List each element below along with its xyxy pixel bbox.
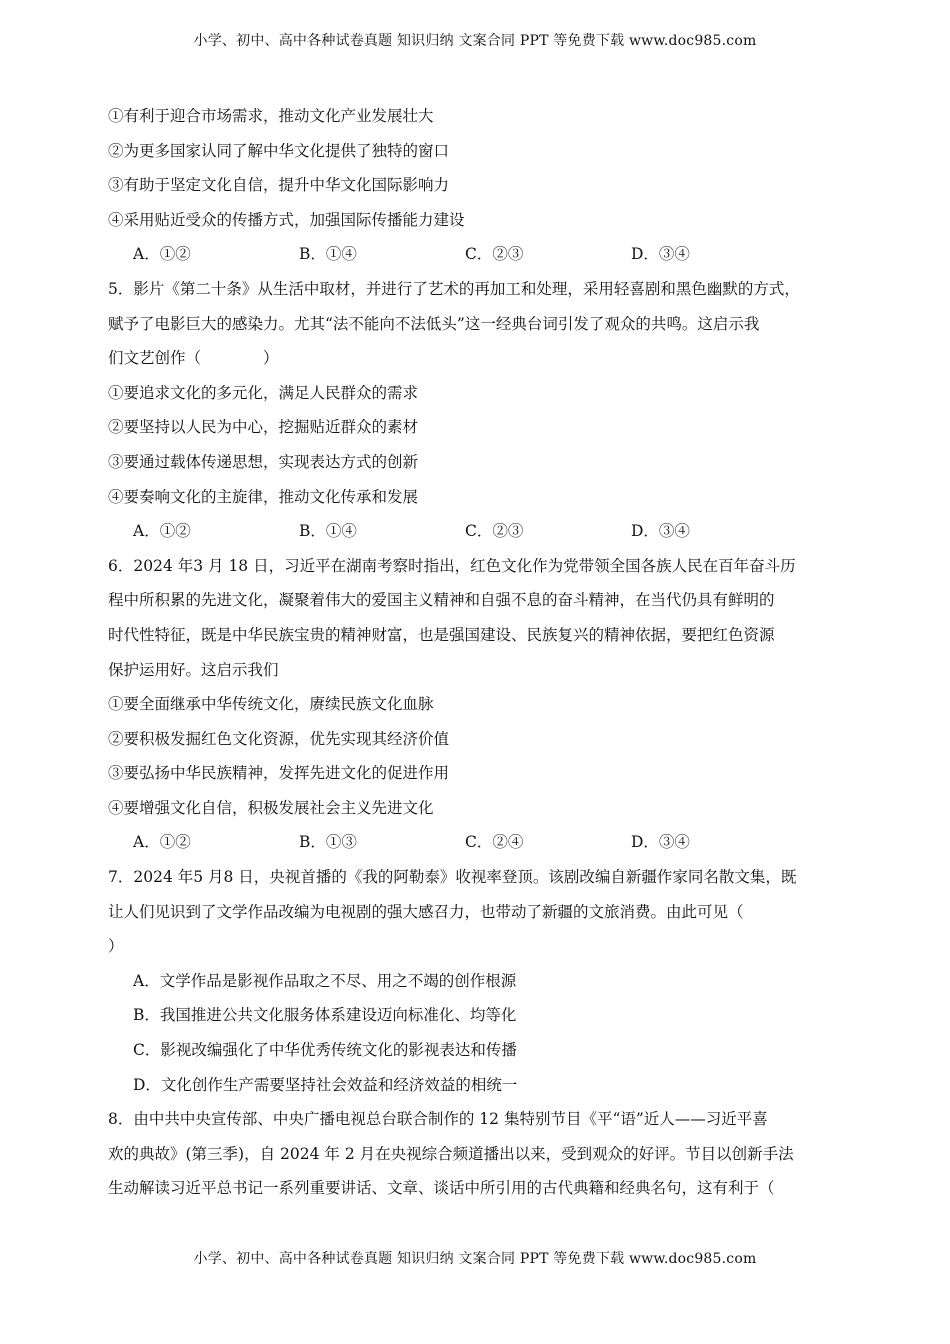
question-stem-line: 程中所积累的先进文化，凝聚着伟大的爱国主义精神和自强不息的奋斗精神，在当代仍具有鲜明的: [108, 591, 775, 610]
question-stem-line: 保护运用好。这启示我们: [108, 660, 279, 679]
option-d: D．文化创作生产需要坚持社会效益和经济效益的相统一: [133, 1075, 518, 1094]
question-stem-line: 8．由中共中央宣传部、中央广播电视总台联合制作的 12 集特别节目《平“语”近人——习近平喜: [108, 1110, 768, 1129]
question-stem-line: 让人们见识到了文学作品改编为电视剧的强大感召力，也带动了新疆的文旅消费。由此可见（: [108, 902, 744, 921]
option-d: D．③④: [631, 245, 690, 264]
option-c: C．影视改编强化了中华优秀传统文化的影视表达和传播: [133, 1041, 517, 1060]
question-stem-line: 欢的典故》(第三季)，自 2024 年 2 月在央视综合频道播出以来，受到观众的好评。节目以创新手法: [108, 1144, 794, 1163]
answer-options: [108, 242, 848, 277]
option-d: D．③④: [631, 833, 690, 852]
statement-item: ②要坚持以人民为中心，挖掘贴近群众的素材: [108, 418, 419, 437]
question-8: [108, 1107, 848, 1211]
statement-item: ③要弘扬中华民族精神，发挥先进文化的促进作用: [108, 764, 450, 783]
statement-item: ②为更多国家认同了解中华文化提供了独特的窗口: [108, 141, 450, 160]
question-6: [108, 554, 848, 865]
option-a: A．①②: [133, 522, 191, 541]
question-stem-line: 5．影片《第二十条》从生活中取材，并进行了艺术的再加工和处理，采用轻喜剧和黑色幽默的方式，: [108, 279, 800, 298]
statement-item: ③要通过载体传递思想，实现表达方式的创新: [108, 452, 419, 471]
option-d: D．③④: [631, 522, 690, 541]
document-body: [108, 104, 848, 1211]
option-a: A．①②: [133, 245, 191, 264]
statement-item: ②要积极发掘红色文化资源，优先实现其经济价值: [108, 729, 450, 748]
option-b: B．我国推进公共文化服务体系建设迈向标准化、均等化: [133, 1006, 517, 1025]
option-a: A．文学作品是影视作品取之不尽、用之不竭的创作根源: [133, 971, 517, 990]
answer-options: [108, 519, 848, 554]
option-c: C．②④: [465, 833, 524, 852]
statement-item: ④采用贴近受众的传播方式，加强国际传播能力建设: [108, 210, 465, 229]
statement-item: ④要奏响文化的主旋律，推动文化传承和发展: [108, 487, 419, 506]
question-stem-line: 赋予了电影巨大的感染力。尤其“法不能向不法低头”这一经典台词引发了观众的共鸣。这启示我: [108, 314, 760, 333]
option-c: C．②③: [465, 522, 524, 541]
statement-item: ③有助于坚定文化自信，提升中华文化国际影响力: [108, 176, 450, 195]
question-5: [108, 277, 848, 554]
statement-item: ①有利于迎合市场需求，推动文化产业发展壮大: [108, 107, 434, 125]
question-7: [108, 865, 848, 1107]
option-b: B．①④: [299, 522, 357, 541]
statement-item: ①要追求文化的多元化，满足人民群众的需求: [108, 383, 419, 402]
option-a: A．①②: [133, 833, 191, 852]
option-b: B．①③: [299, 833, 357, 852]
option-c: C．②③: [465, 245, 524, 264]
question-stem-line: 7．2024 年5 月8 日，央视首播的《我的阿勒泰》收视率登顶。该剧改编自新疆作家同名散文集，既: [108, 868, 797, 887]
question-stem-line: 时代性特征，既是中华民族宝贵的精神财富，也是强国建设、民族复兴的精神依据，要把红色资源: [108, 625, 775, 644]
question-4: [108, 104, 848, 277]
statement-item: ④要增强文化自信，积极发展社会主义先进文化: [108, 798, 434, 817]
answer-options: [108, 830, 848, 865]
option-b: B．①④: [299, 245, 357, 264]
page-header: 小学、初中、高中各种试卷真题 知识归纳 文案合同 PPT 等免费下载 www.doc985.com: [193, 33, 757, 49]
statement-item: ①要全面继承中华传统文化，赓续民族文化血脉: [108, 695, 434, 714]
question-stem-line: ）: [108, 937, 124, 956]
question-stem-line: 们文艺创作（ ）: [108, 349, 279, 368]
question-stem-line: 6．2024 年3 月 18 日，习近平在湖南考察时指出，红色文化作为党带领全国各族人民在百年奋斗历: [108, 556, 796, 575]
question-stem-line: 生动解读习近平总书记一系列重要讲话、文章、谈话中所引用的古代典籍和经典名句，这有利于（: [108, 1179, 775, 1198]
page-footer: 小学、初中、高中各种试卷真题 知识归纳 文案合同 PPT 等免费下载 www.doc985.com: [193, 1251, 757, 1267]
